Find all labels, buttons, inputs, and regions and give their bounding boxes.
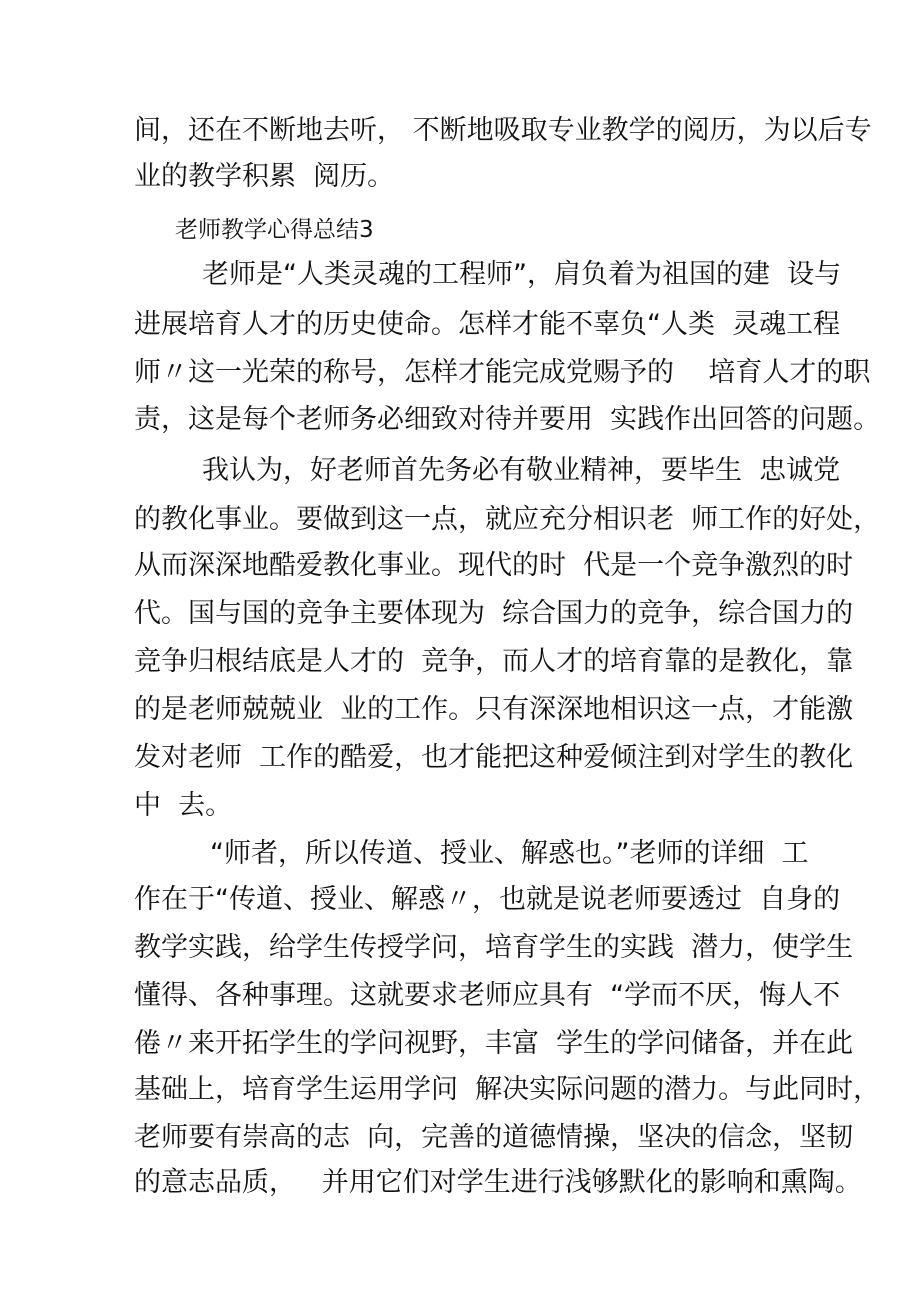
- section-heading: 老师教学心得总结3: [175, 217, 374, 243]
- text-line: 从而深深地酷爱教化事业。现代的时 代是一个竞争激烈的时: [134, 550, 854, 581]
- text-line: 老师要有崇高的志 向，完善的道德情操，坚决的信念，坚韧: [134, 1122, 854, 1153]
- text-line: 师〃这一光荣的称号，怎样才能完成党赐予的 培育人才的职: [134, 357, 871, 388]
- text-line: 倦〃来开拓学生的学问视野，丰富 学生的学问储备，并在此: [134, 1028, 854, 1059]
- text-line: 懂得、各种事理。这就要求老师应具有 “学而不厌，悔人不: [134, 980, 841, 1011]
- text-line: 的意志品质， 并用它们对学生进行浅够默化的影响和熏陶。: [134, 1167, 862, 1198]
- text-line: 的是老师兢兢业 业的工作。只有深深地相识这一点，才能激: [134, 694, 854, 725]
- text-line: 的教化事业。要做到这一点，就应充分相识老 师工作的好处，: [134, 504, 881, 535]
- text-line: 发对老师 工作的酷爱，也才能把这种爱倾注到对学生的教化: [134, 742, 854, 773]
- paragraph-first-line: 老师是“人类灵魂的工程师”，肩负着为祖国的建 设与: [202, 259, 842, 290]
- text-line: 作在于“传道、授业、解惑〃，也就是说老师要透过 自身的: [134, 884, 841, 915]
- text-line: 进展培育人才的历史使命。怎样才能不辜负“人类 灵魂工程: [134, 309, 841, 340]
- text-line: 代。国与国的竞争主要体现为 综合国力的竞争，综合国力的: [134, 598, 854, 629]
- paragraph-first-line: “师者，所以传道、授业、解惑也。”老师的详细 工: [210, 838, 809, 869]
- text-line: 业的教学积累 阅历。: [134, 161, 395, 192]
- text-line: 责，这是每个老师务必细致对待并要用 实践作出回答的问题。: [134, 404, 881, 435]
- paragraph-first-line: 我认为，好老师首先务必有敬业精神，要毕生 忠诚党: [202, 455, 841, 486]
- text-line: 中 去。: [134, 790, 233, 821]
- text-line: 基础上，培育学生运用学问 解决实际问题的潜力。与此同时，: [134, 1074, 881, 1105]
- text-line: 间，还在不断地去听， 不断地吸取专业教学的阅历，为以后专: [134, 115, 872, 146]
- text-line: 教学实践，给学生传授学问，培育学生的实践 潜力，使学生: [134, 932, 854, 963]
- text-line: 竞争归根结底是人才的 竞争，而人才的培育靠的是教化，靠: [134, 646, 854, 677]
